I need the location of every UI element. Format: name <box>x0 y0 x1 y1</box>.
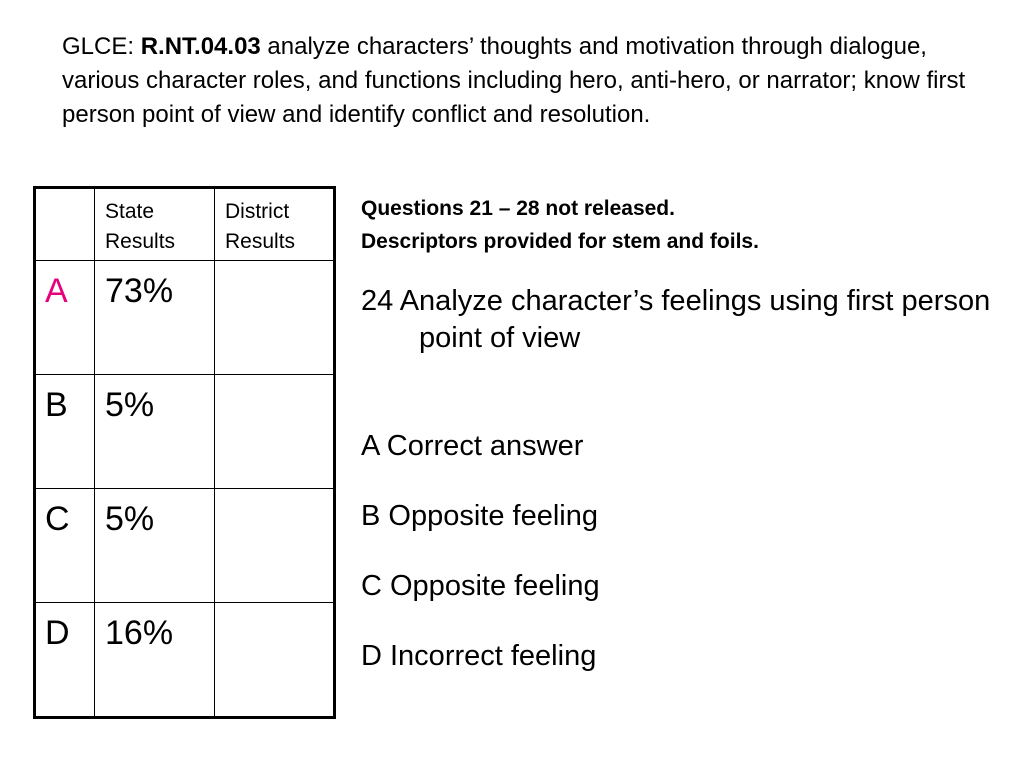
letter-cell <box>35 375 95 489</box>
state-percent-c: 5% <box>105 500 155 538</box>
state-cell <box>95 603 215 718</box>
answer-letter-a: A <box>45 272 68 310</box>
answer-letter-d: D <box>45 614 70 652</box>
question-stem: 24 Analyze character’s feelings using first person point of view <box>361 285 991 354</box>
state-cell <box>95 261 215 375</box>
state-percent-a: 73% <box>105 272 174 310</box>
option-b: B Opposite feeling <box>361 500 598 532</box>
district-percent-c <box>215 489 333 499</box>
district-cell <box>215 261 335 375</box>
letter-cell <box>35 603 95 718</box>
standard-code: R.NT.04.03 <box>140 33 261 60</box>
letter-cell <box>35 261 95 375</box>
district-results-header: District Results <box>225 200 296 253</box>
state-results-header: State Results <box>105 200 176 253</box>
header-district-cell <box>215 188 335 261</box>
standard-description: analyze characters’ thoughts and motivation through dialogue, various character roles, and functions including hero, anti-hero, or narrator; know first person point of view and identify conflict and resolution. <box>62 33 966 128</box>
option-c: C Opposite feeling <box>361 570 600 602</box>
answer-letter-b: B <box>45 386 68 424</box>
table-row <box>35 489 335 603</box>
state-percent-d: 16% <box>105 614 174 652</box>
table-row <box>35 375 335 489</box>
header-state-cell <box>95 188 215 261</box>
standard-header <box>62 30 982 132</box>
district-percent-a <box>215 261 333 271</box>
district-cell <box>215 375 335 489</box>
results-table <box>33 186 336 719</box>
district-percent-b <box>215 375 333 385</box>
question-panel <box>361 192 1001 708</box>
district-cell <box>215 603 335 718</box>
state-cell <box>95 375 215 489</box>
option-d: D Incorrect feeling <box>361 640 597 672</box>
table-row <box>35 603 335 718</box>
descriptors-note: Descriptors provided for stem and foils. <box>361 230 759 253</box>
table-row <box>35 261 335 375</box>
not-released-note: Questions 21 – 28 not released. <box>361 197 675 220</box>
table-header-row <box>35 188 335 261</box>
header-prefix: GLCE: <box>62 33 141 60</box>
header-empty-cell <box>35 188 95 261</box>
letter-cell <box>35 489 95 603</box>
state-cell <box>95 489 215 603</box>
answer-letter-c: C <box>45 500 70 538</box>
option-a: A Correct answer <box>361 430 584 462</box>
state-percent-b: 5% <box>105 386 155 424</box>
district-percent-d <box>215 603 333 613</box>
district-cell <box>215 489 335 603</box>
answer-options <box>361 428 1001 674</box>
